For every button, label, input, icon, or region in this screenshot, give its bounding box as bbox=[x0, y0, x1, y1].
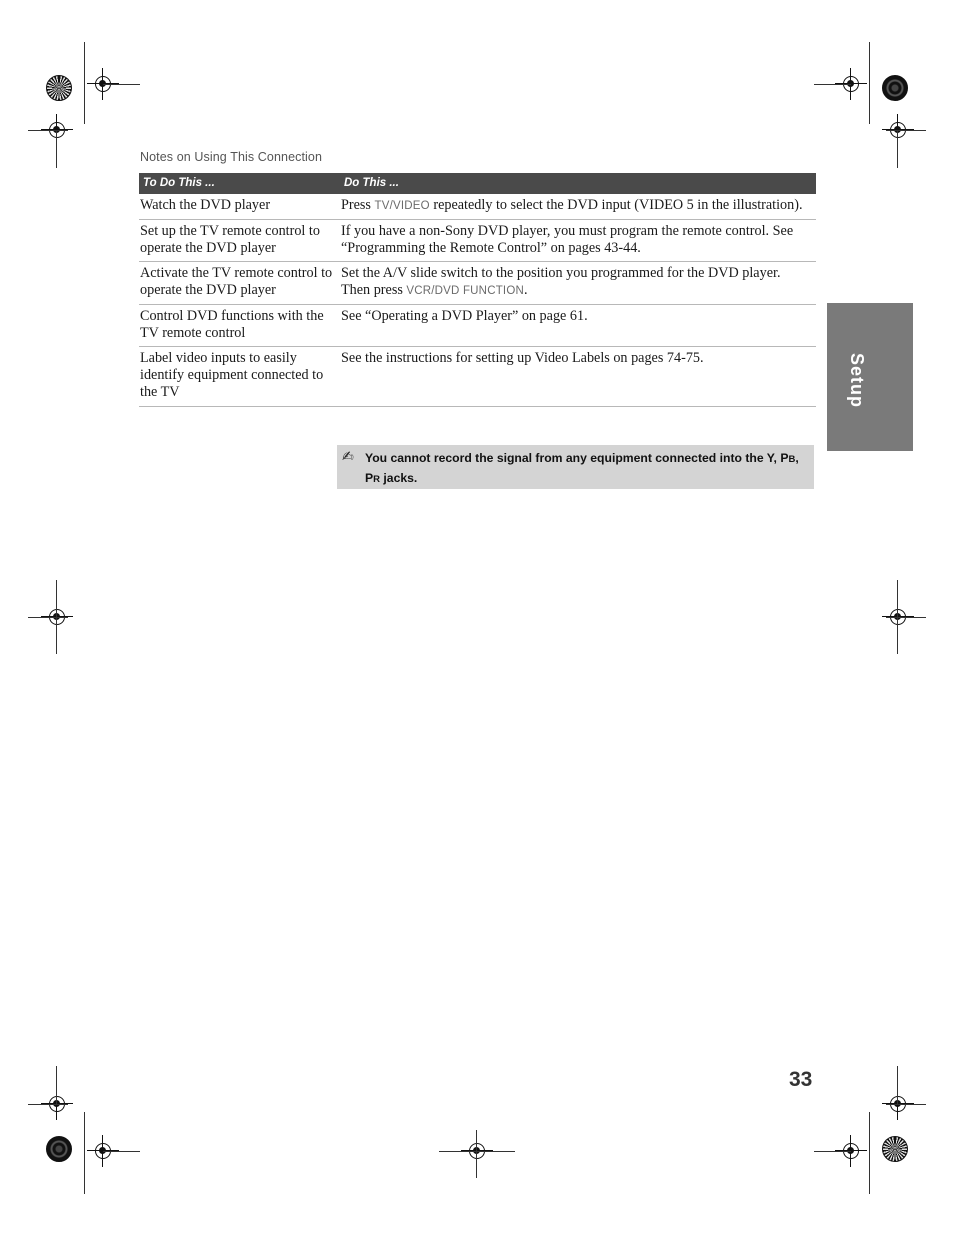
do-text: Press bbox=[341, 197, 375, 213]
do-text: Set the A/V slide switch to the position you programmed for the DVD player. Then press bbox=[341, 265, 781, 298]
page-number: 33 bbox=[789, 1068, 813, 1091]
table-row bbox=[139, 194, 816, 220]
table-row bbox=[139, 220, 816, 262]
remote-key-label: TV/VIDEO bbox=[374, 200, 430, 212]
todo-cell: Set up the TV remote control to operate the DVD player bbox=[139, 220, 340, 262]
registration-star-icon bbox=[46, 1136, 72, 1162]
remote-key-label: VCR/DVD FUNCTION bbox=[406, 285, 524, 297]
column-header-do: Do This ... bbox=[340, 173, 816, 194]
registration-star-icon bbox=[46, 75, 72, 101]
do-text: repeatedly to select the DVD input (VIDEO 5 in the illustration). bbox=[429, 197, 803, 213]
do-cell bbox=[340, 305, 816, 347]
do-cell bbox=[340, 262, 816, 305]
section-side-tab bbox=[827, 303, 913, 451]
do-text: See the instructions for setting up Video Labels on pages 74-75. bbox=[341, 350, 704, 366]
table-row bbox=[139, 347, 816, 407]
do-text: If you have a non-Sony DVD player, you must program the remote control. See “Programming the Remote Control” on pages 43-44. bbox=[341, 223, 794, 256]
note-text: You cannot record the signal from any equipment connected into the Y, PB, PR jacks. bbox=[365, 451, 799, 485]
registration-star-icon bbox=[882, 1136, 908, 1162]
pencil-note-icon: ✍ bbox=[342, 448, 354, 464]
table-row bbox=[139, 305, 816, 347]
do-text: . bbox=[523, 282, 528, 298]
notes-table bbox=[139, 173, 816, 407]
do-cell bbox=[340, 220, 816, 262]
todo-cell: Watch the DVD player bbox=[139, 194, 340, 220]
todo-cell: Control DVD functions with the TV remote control bbox=[139, 305, 340, 347]
registration-star-icon bbox=[882, 75, 908, 101]
table-row bbox=[139, 262, 816, 305]
todo-cell: Label video inputs to easily identify equipment connected to the TV bbox=[139, 347, 340, 407]
column-header-todo: To Do This ... bbox=[139, 173, 340, 194]
table-header-row bbox=[139, 173, 816, 194]
do-cell bbox=[340, 347, 816, 407]
todo-cell: Activate the TV remote control to operate the DVD player bbox=[139, 262, 340, 305]
section-title: Notes on Using This Connection bbox=[140, 150, 323, 164]
do-text: See “Operating a DVD Player” on page 61. bbox=[341, 308, 588, 324]
side-tab-label: Setup bbox=[847, 353, 867, 409]
do-cell bbox=[340, 194, 816, 220]
note-box bbox=[337, 445, 814, 489]
